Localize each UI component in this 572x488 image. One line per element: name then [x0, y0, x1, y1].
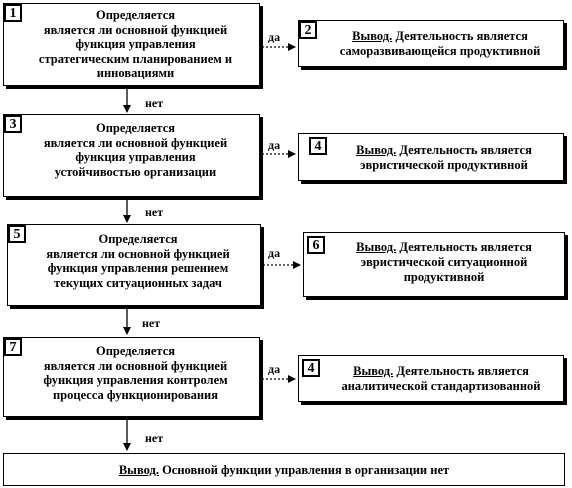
- conclusion-text: Вывод. Деятельность является эвристической продуктивной: [356, 143, 532, 172]
- no-label: нет: [145, 431, 164, 445]
- conclusion-box-2: [298, 20, 564, 67]
- conclusion-box-4: [298, 133, 564, 181]
- conclusion-label: Вывод.: [352, 29, 393, 43]
- decision-text: Определяется является ли основной функцией функция управления устойчивостью организации: [43, 121, 228, 179]
- conclusion-box-4b: [298, 355, 564, 402]
- conclusion-label: Вывод.: [356, 143, 397, 157]
- yes-label: да: [268, 246, 281, 260]
- conclusion-text: Вывод. Деятельность является саморазвивающейся продуктивной: [339, 29, 541, 58]
- step-number-badge: 4: [309, 137, 327, 155]
- conclusion-text: Вывод. Деятельность является эвристической ситуационной продуктивной: [356, 240, 532, 284]
- step-number-badge: 6: [307, 236, 325, 254]
- no-label: нет: [145, 205, 164, 219]
- decision-box-7: [3, 337, 260, 417]
- conclusion-text: Вывод. Деятельность является аналитической стандартизованной: [341, 364, 541, 393]
- yes-label: да: [268, 138, 281, 152]
- step-number-badge: 1: [4, 4, 22, 22]
- conclusion-label: Вывод.: [356, 240, 397, 254]
- no-label: нет: [142, 316, 161, 330]
- decision-box-1: [3, 3, 260, 86]
- decision-text: Определяется является ли основной функцией функция управления стратегическим планированием и инновациями: [38, 8, 233, 80]
- step-number-badge: 2: [299, 21, 317, 39]
- conclusion-label: Вывод.: [353, 364, 394, 378]
- no-label: нет: [145, 96, 164, 110]
- yes-label: да: [268, 30, 281, 44]
- yes-label: да: [268, 362, 281, 376]
- step-number-badge: 4: [302, 359, 320, 377]
- conclusion-box-6: [303, 232, 565, 297]
- decision-box-3: [3, 114, 260, 197]
- decision-text: Определяется является ли основной функцией функция управления решением текущих ситуационных задач: [46, 232, 230, 290]
- final-conclusion-box: [3, 453, 565, 486]
- decision-text: Определяется является ли основной функцией функция управления контролем процесса функционирования: [43, 344, 228, 402]
- final-conclusion-label: Вывод.: [118, 463, 159, 477]
- decision-box-5: [7, 224, 261, 306]
- step-number-badge: 3: [4, 115, 22, 133]
- final-conclusion-text: Вывод. Основной функции управления в организации нет: [118, 463, 450, 477]
- step-number-badge: 5: [8, 225, 26, 243]
- step-number-badge: 7: [4, 338, 22, 356]
